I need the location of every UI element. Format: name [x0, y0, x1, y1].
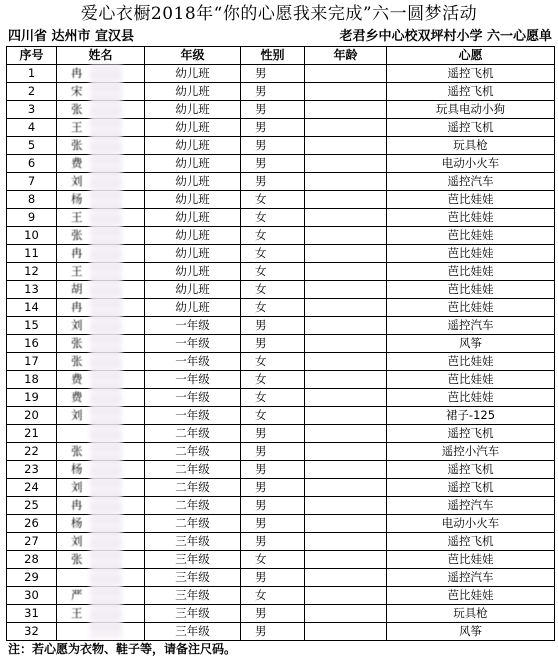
cell-wish: 玩具枪 — [387, 605, 555, 623]
table-row — [7, 245, 555, 263]
cell-age — [305, 605, 387, 623]
location-label: 四川省 达州市 宣汉县 — [8, 29, 135, 44]
cell-age — [305, 191, 387, 209]
cell-no: 25 — [7, 497, 57, 515]
cell-sex: 男 — [241, 137, 305, 155]
cell-no: 17 — [7, 353, 57, 371]
student-name: 宋 — [71, 84, 83, 98]
cell-age — [305, 65, 387, 83]
cell-age — [305, 587, 387, 605]
student-name: 刘 — [71, 174, 83, 188]
cell-age — [305, 479, 387, 497]
cell-name — [57, 371, 145, 389]
cell-sex: 女 — [241, 209, 305, 227]
cell-grade: 一年级 — [145, 407, 241, 425]
cell-wish: 玩具电动小狗 — [387, 101, 555, 119]
cell-wish: 遥控汽车 — [387, 569, 555, 587]
table-row — [7, 119, 555, 137]
table-row — [7, 155, 555, 173]
cell-name — [57, 461, 145, 479]
cell-sex: 女 — [241, 281, 305, 299]
cell-wish: 遥控飞机 — [387, 461, 555, 479]
table-row — [7, 443, 555, 461]
cell-sex: 女 — [241, 227, 305, 245]
cell-age — [305, 119, 387, 137]
cell-wish: 风筝 — [387, 335, 555, 353]
cell-sex: 女 — [241, 353, 305, 371]
table-header-row — [7, 47, 555, 65]
cell-age — [305, 623, 387, 641]
student-name: 王 — [71, 606, 83, 620]
cell-no: 11 — [7, 245, 57, 263]
cell-no: 2 — [7, 83, 57, 101]
cell-grade: 幼儿班 — [145, 155, 241, 173]
cell-sex: 男 — [241, 83, 305, 101]
cell-name — [57, 443, 145, 461]
cell-age — [305, 173, 387, 191]
table-row — [7, 407, 555, 425]
cell-no: 16 — [7, 335, 57, 353]
cell-no: 20 — [7, 407, 57, 425]
cell-wish: 芭比娃娃 — [387, 245, 555, 263]
cell-age — [305, 371, 387, 389]
student-name: 王 — [71, 210, 83, 224]
table-row — [7, 65, 555, 83]
cell-age — [305, 83, 387, 101]
table-row — [7, 209, 555, 227]
cell-grade: 三年级 — [145, 587, 241, 605]
cell-grade: 三年级 — [145, 533, 241, 551]
cell-wish: 遥控小汽车 — [387, 443, 555, 461]
cell-name — [57, 209, 145, 227]
cell-wish: 芭比娃娃 — [387, 353, 555, 371]
cell-no: 3 — [7, 101, 57, 119]
cell-grade: 三年级 — [145, 623, 241, 641]
cell-no: 14 — [7, 299, 57, 317]
student-name: 杨 — [71, 192, 83, 206]
cell-no: 29 — [7, 569, 57, 587]
cell-age — [305, 551, 387, 569]
cell-age — [305, 353, 387, 371]
cell-grade: 一年级 — [145, 389, 241, 407]
cell-grade: 幼儿班 — [145, 281, 241, 299]
cell-grade: 三年级 — [145, 605, 241, 623]
cell-sex: 女 — [241, 389, 305, 407]
cell-age — [305, 443, 387, 461]
student-name: 冉 — [71, 246, 83, 260]
header-name: 姓名 — [57, 47, 145, 65]
cell-wish: 芭比娃娃 — [387, 227, 555, 245]
student-name: 张 — [71, 444, 83, 458]
cell-age — [305, 227, 387, 245]
cell-grade: 一年级 — [145, 335, 241, 353]
cell-sex: 女 — [241, 245, 305, 263]
cell-grade: 一年级 — [145, 371, 241, 389]
cell-grade: 幼儿班 — [145, 227, 241, 245]
table-row — [7, 191, 555, 209]
cell-no: 19 — [7, 389, 57, 407]
cell-age — [305, 461, 387, 479]
header-age: 年龄 — [305, 47, 387, 65]
student-name: 冉 — [71, 498, 83, 512]
cell-sex: 男 — [241, 623, 305, 641]
cell-grade: 幼儿班 — [145, 83, 241, 101]
cell-name — [57, 479, 145, 497]
cell-grade: 二年级 — [145, 443, 241, 461]
header-no: 序号 — [7, 47, 57, 65]
table-row — [7, 461, 555, 479]
cell-wish: 芭比娃娃 — [387, 587, 555, 605]
student-name: 张 — [71, 228, 83, 242]
cell-sex: 男 — [241, 479, 305, 497]
cell-sex: 男 — [241, 119, 305, 137]
cell-wish: 芭比娃娃 — [387, 389, 555, 407]
table-row — [7, 497, 555, 515]
cell-name — [57, 299, 145, 317]
cell-age — [305, 533, 387, 551]
cell-name — [57, 281, 145, 299]
table-row — [7, 335, 555, 353]
student-name: 张 — [71, 354, 83, 368]
table-row — [7, 389, 555, 407]
cell-wish: 芭比娃娃 — [387, 209, 555, 227]
student-name: 费 — [71, 390, 83, 404]
cell-no: 26 — [7, 515, 57, 533]
cell-age — [305, 299, 387, 317]
table-row — [7, 371, 555, 389]
cell-name — [57, 587, 145, 605]
page-title: 爱心衣橱2018年“你的心愿我来完成”六一圆梦活动 — [80, 4, 478, 24]
cell-wish: 遥控飞机 — [387, 65, 555, 83]
cell-no: 5 — [7, 137, 57, 155]
cell-name — [57, 569, 145, 587]
table-row — [7, 587, 555, 605]
student-name: 刘 — [71, 480, 83, 494]
cell-sex: 女 — [241, 299, 305, 317]
cell-grade: 二年级 — [145, 479, 241, 497]
cell-no: 18 — [7, 371, 57, 389]
cell-age — [305, 407, 387, 425]
cell-wish: 芭比娃娃 — [387, 281, 555, 299]
cell-age — [305, 335, 387, 353]
cell-name — [57, 425, 145, 443]
cell-wish: 遥控汽车 — [387, 497, 555, 515]
table-row — [7, 281, 555, 299]
cell-wish: 遥控汽车 — [387, 173, 555, 191]
cell-age — [305, 137, 387, 155]
table-row — [7, 623, 555, 641]
student-name: 胡 — [71, 282, 83, 296]
table-row — [7, 479, 555, 497]
cell-wish: 遥控飞机 — [387, 119, 555, 137]
cell-no: 13 — [7, 281, 57, 299]
cell-age — [305, 515, 387, 533]
table-row — [7, 173, 555, 191]
student-name: 张 — [71, 138, 83, 152]
cell-name — [57, 119, 145, 137]
cell-sex: 男 — [241, 497, 305, 515]
cell-sex: 女 — [241, 407, 305, 425]
cell-name — [57, 155, 145, 173]
cell-sex: 男 — [241, 533, 305, 551]
cell-wish: 遥控飞机 — [387, 425, 555, 443]
cell-wish: 芭比娃娃 — [387, 299, 555, 317]
table-row — [7, 425, 555, 443]
cell-sex: 男 — [241, 443, 305, 461]
cell-grade: 三年级 — [145, 569, 241, 587]
cell-wish: 电动小火车 — [387, 155, 555, 173]
cell-grade: 一年级 — [145, 353, 241, 371]
cell-wish: 玩具枪 — [387, 137, 555, 155]
cell-name — [57, 191, 145, 209]
table-row — [7, 101, 555, 119]
cell-name — [57, 137, 145, 155]
cell-grade: 幼儿班 — [145, 173, 241, 191]
cell-age — [305, 569, 387, 587]
cell-wish: 风筝 — [387, 623, 555, 641]
cell-name — [57, 245, 145, 263]
cell-grade: 幼儿班 — [145, 65, 241, 83]
cell-name — [57, 605, 145, 623]
cell-sex: 男 — [241, 173, 305, 191]
header-wish: 心愿 — [387, 47, 555, 65]
cell-name — [57, 353, 145, 371]
cell-sex: 女 — [241, 587, 305, 605]
cell-no: 1 — [7, 65, 57, 83]
student-name: 王 — [71, 120, 83, 134]
cell-no: 12 — [7, 263, 57, 281]
cell-sex: 男 — [241, 569, 305, 587]
student-name: 费 — [71, 372, 83, 386]
cell-no: 4 — [7, 119, 57, 137]
cell-name — [57, 515, 145, 533]
cell-wish: 遥控飞机 — [387, 533, 555, 551]
cell-sex: 女 — [241, 371, 305, 389]
table-row — [7, 137, 555, 155]
student-name: 冉 — [71, 300, 83, 314]
cell-name — [57, 407, 145, 425]
cell-age — [305, 209, 387, 227]
cell-no: 9 — [7, 209, 57, 227]
cell-no: 21 — [7, 425, 57, 443]
cell-age — [305, 245, 387, 263]
student-name: 张 — [71, 552, 83, 566]
table-row — [7, 353, 555, 371]
footnote: 注：若心愿为衣物、鞋子等，请备注尺码。 — [8, 642, 237, 656]
cell-name — [57, 389, 145, 407]
cell-grade: 幼儿班 — [145, 119, 241, 137]
cell-grade: 三年级 — [145, 551, 241, 569]
cell-sex: 男 — [241, 317, 305, 335]
cell-wish: 裙子-125 — [387, 407, 555, 425]
cell-wish: 遥控汽车 — [387, 317, 555, 335]
student-name: 费 — [71, 156, 83, 170]
cell-sex: 男 — [241, 515, 305, 533]
student-name: 刘 — [71, 408, 83, 422]
cell-no: 10 — [7, 227, 57, 245]
cell-sex: 男 — [241, 65, 305, 83]
table-row — [7, 551, 555, 569]
cell-no: 7 — [7, 173, 57, 191]
cell-name — [57, 227, 145, 245]
header-grade: 年级 — [145, 47, 241, 65]
student-name: 杨 — [71, 516, 83, 530]
cell-sex: 男 — [241, 425, 305, 443]
table-row — [7, 533, 555, 551]
cell-sex: 男 — [241, 605, 305, 623]
cell-no: 27 — [7, 533, 57, 551]
cell-sex: 女 — [241, 551, 305, 569]
cell-no: 8 — [7, 191, 57, 209]
cell-name — [57, 173, 145, 191]
wish-table — [6, 46, 555, 641]
cell-no: 23 — [7, 461, 57, 479]
table-row — [7, 299, 555, 317]
table-row — [7, 317, 555, 335]
student-name: 刘 — [71, 534, 83, 548]
cell-wish: 芭比娃娃 — [387, 191, 555, 209]
student-name: 刘 — [71, 318, 83, 332]
cell-age — [305, 425, 387, 443]
cell-no: 22 — [7, 443, 57, 461]
cell-grade: 一年级 — [145, 317, 241, 335]
cell-age — [305, 317, 387, 335]
cell-no: 15 — [7, 317, 57, 335]
cell-name — [57, 83, 145, 101]
cell-name — [57, 65, 145, 83]
cell-name — [57, 101, 145, 119]
cell-no: 28 — [7, 551, 57, 569]
cell-grade: 幼儿班 — [145, 137, 241, 155]
header-sex: 性别 — [241, 47, 305, 65]
cell-wish: 芭比娃娃 — [387, 371, 555, 389]
cell-no: 6 — [7, 155, 57, 173]
cell-name — [57, 263, 145, 281]
cell-no: 24 — [7, 479, 57, 497]
cell-grade: 幼儿班 — [145, 245, 241, 263]
student-name: 王 — [71, 264, 83, 278]
table-row — [7, 263, 555, 281]
cell-grade: 二年级 — [145, 461, 241, 479]
table-row — [7, 515, 555, 533]
cell-grade: 幼儿班 — [145, 191, 241, 209]
cell-age — [305, 155, 387, 173]
cell-wish: 遥控飞机 — [387, 83, 555, 101]
table-row — [7, 83, 555, 101]
cell-grade: 幼儿班 — [145, 299, 241, 317]
cell-sex: 男 — [241, 101, 305, 119]
cell-wish: 芭比娃娃 — [387, 263, 555, 281]
student-name: 张 — [71, 336, 83, 350]
cell-grade: 二年级 — [145, 425, 241, 443]
school-label: 老君乡中心校双坪村小学 六一心愿单 — [339, 29, 552, 44]
table-row — [7, 569, 555, 587]
cell-name — [57, 317, 145, 335]
cell-age — [305, 497, 387, 515]
cell-sex: 女 — [241, 263, 305, 281]
cell-age — [305, 263, 387, 281]
cell-sex: 女 — [241, 191, 305, 209]
student-name: 严 — [71, 588, 83, 602]
cell-grade: 幼儿班 — [145, 101, 241, 119]
table-row — [7, 227, 555, 245]
cell-no: 32 — [7, 623, 57, 641]
cell-wish: 芭比娃娃 — [387, 551, 555, 569]
cell-grade: 幼儿班 — [145, 263, 241, 281]
cell-age — [305, 389, 387, 407]
student-name: 张 — [71, 102, 83, 116]
cell-wish: 电动小火车 — [387, 515, 555, 533]
table-row — [7, 605, 555, 623]
cell-age — [305, 101, 387, 119]
cell-grade: 二年级 — [145, 515, 241, 533]
cell-name — [57, 533, 145, 551]
cell-sex: 男 — [241, 461, 305, 479]
cell-wish: 遥控飞机 — [387, 479, 555, 497]
cell-no: 31 — [7, 605, 57, 623]
cell-name — [57, 497, 145, 515]
cell-age — [305, 281, 387, 299]
student-name: 杨 — [71, 462, 83, 476]
cell-name — [57, 623, 145, 641]
cell-grade: 二年级 — [145, 497, 241, 515]
cell-sex: 男 — [241, 335, 305, 353]
cell-name — [57, 551, 145, 569]
cell-no: 30 — [7, 587, 57, 605]
cell-sex: 男 — [241, 155, 305, 173]
student-name: 冉 — [71, 66, 83, 80]
cell-name — [57, 335, 145, 353]
cell-grade: 幼儿班 — [145, 209, 241, 227]
